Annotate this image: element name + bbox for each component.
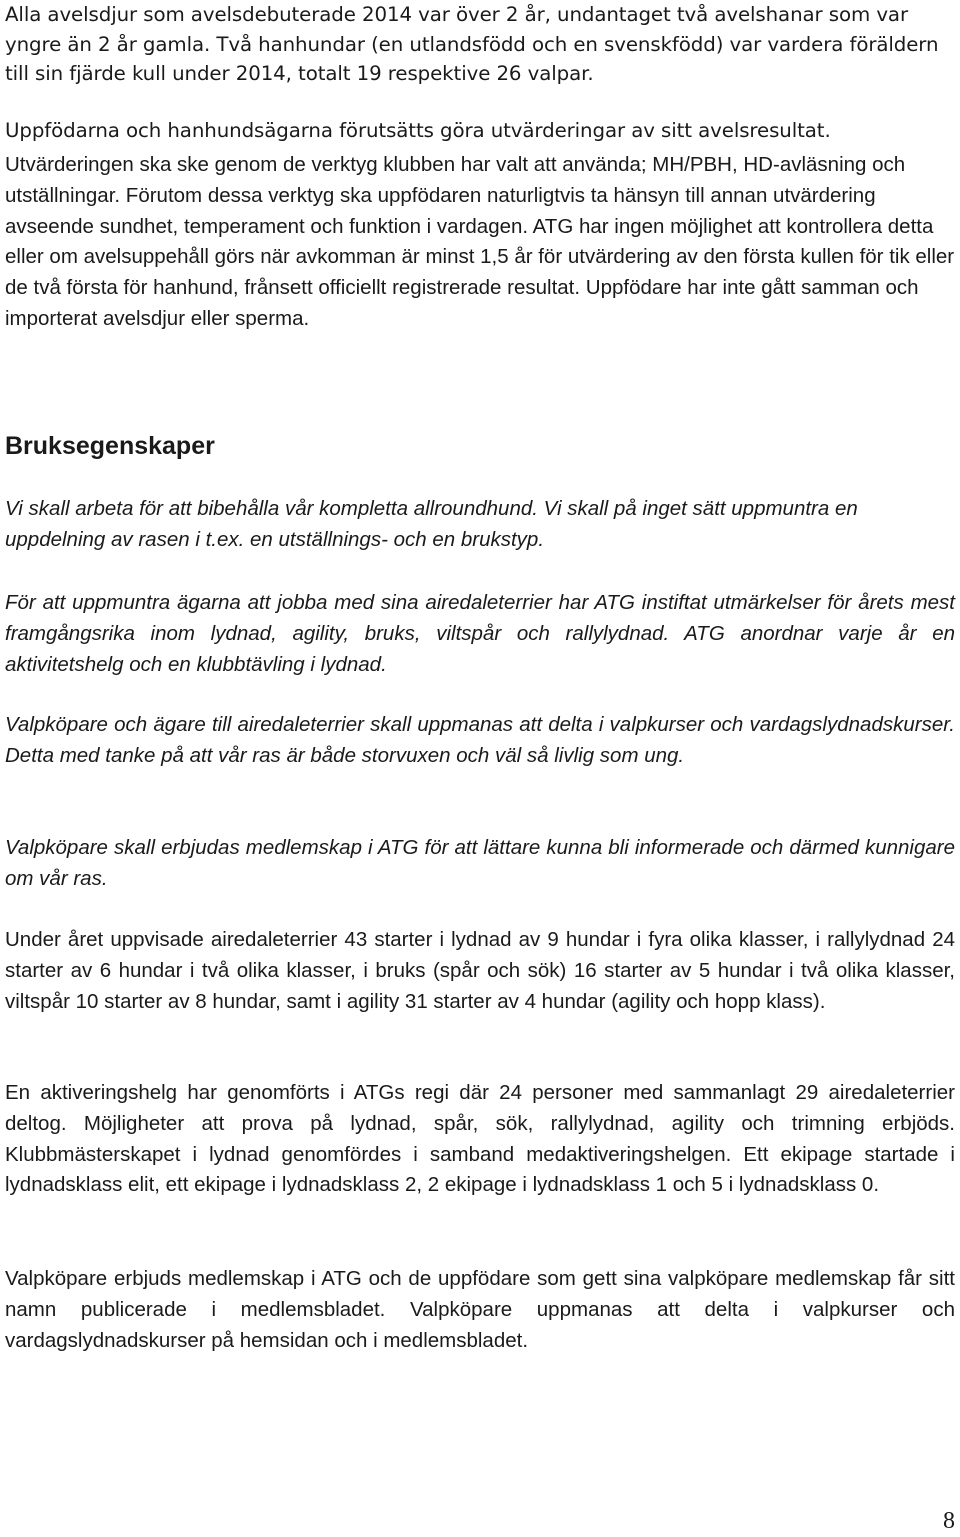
paragraph-results-2: En aktiveringshelg har genomförts i ATGs regi där 24 personer med sammanlagt 29 airedaleterrier deltog. Möjligheter att prova på lydnad, spår, sök, rallylydnad, agility och trimning erbjöds. Klubbmästerskapet i lydnad genomfördes i samband medaktiveringshelgen. Ett ekipage startade i lydnadsklass elit, ett ekipage i lydnadsklass 2, 2 ekipage i lydnadsklass 1 och 5 i lydnadsklass 0. [5,1081,955,1197]
paragraph-intro-1: Alla avelsdjur som avelsdebuterade 2014 var över 2 år, undantaget två avelshanar som var yngre än 2 år gamla. Två hanhundar (en utlandsfödd och en svenskfödd) var vardera föräldern till sin fjärde kull under 2014, totalt 19 respektive 26 valpar. [5,3,939,86]
paragraph-results-1: Under året uppvisade airedaleterrier 43 starter i lydnad av 9 hundar i fyra olika klasser, i rallylydnad 24 starter av 6 hundar i två olika klasser, i bruks (spår och sök) 16 starter av 5 hundar i två olika klasser, viltspår 10 starter av 8 hundar, samt i agility 31 starter av 4 hundar (agility och hopp klass). [5,928,955,1013]
paragraph-italic-2: För att uppmuntra ägarna att jobba med sina airedaleterrier har ATG instiftat utmärkelser för årets mest framgångsrika inom lydnad, agility, bruks, viltspår och rallylydnad. ATG anordnar varje år en aktivitetshelg och en klubbtävling i lydnad. [5,591,955,676]
section-heading-bruksegenskaper: Bruksegenskaper [5,432,215,460]
paragraph-italic-4: Valpköpare skall erbjudas medlemskap i ATG för att lättare kunna bli informerade och därmed kunnigare om vår ras. [5,836,955,890]
paragraph-intro-3: Utvärderingen ska ske genom de verktyg klubben har valt att använda; MH/PBH, HD-avläsning och utställningar. Förutom dessa verktyg ska uppfödaren naturligtvis ta hänsyn till annan utvärdering avseende sundhet, temperament och funktion i vardagen. ATG har ingen möjlighet att kontrollera detta eller om avelsuppehåll görs när avkomman är minst 1,5 år för utvärdering av den första kullen för tik eller de två första för hanhund, frånsett officiellt registrerade resultat. Uppfödare har inte gått samman och importerat avelsdjur eller sperma. [5,153,955,330]
paragraph-italic-1: Vi skall arbeta för att bibehålla vår kompletta allroundhund. Vi skall på inget sätt uppmuntra en uppdelning av rasen i t.ex. en utställnings- och en brukstyp. [5,497,858,551]
page-number: 8 [943,1508,955,1534]
paragraph-intro-2: Uppfödarna och hanhundsägarna förutsätts göra utvärderingar av sitt avelsresultat. [5,119,831,142]
paragraph-italic-3: Valpköpare och ägare till airedaleterrier skall uppmanas att delta i valpkurser och vardagslydnadskurser. Detta med tanke på att vår ras är både storvuxen och väl så livlig som ung. [5,713,955,767]
paragraph-results-3: Valpköpare erbjuds medlemskap i ATG och de uppfödare som gett sina valpköpare medlemskap får sitt namn publicerade i medlemsbladet. Valpköpare uppmanas att delta i valpkurser och vardagslydnadskurser på hemsidan och i medlemsbladet. [5,1267,955,1352]
